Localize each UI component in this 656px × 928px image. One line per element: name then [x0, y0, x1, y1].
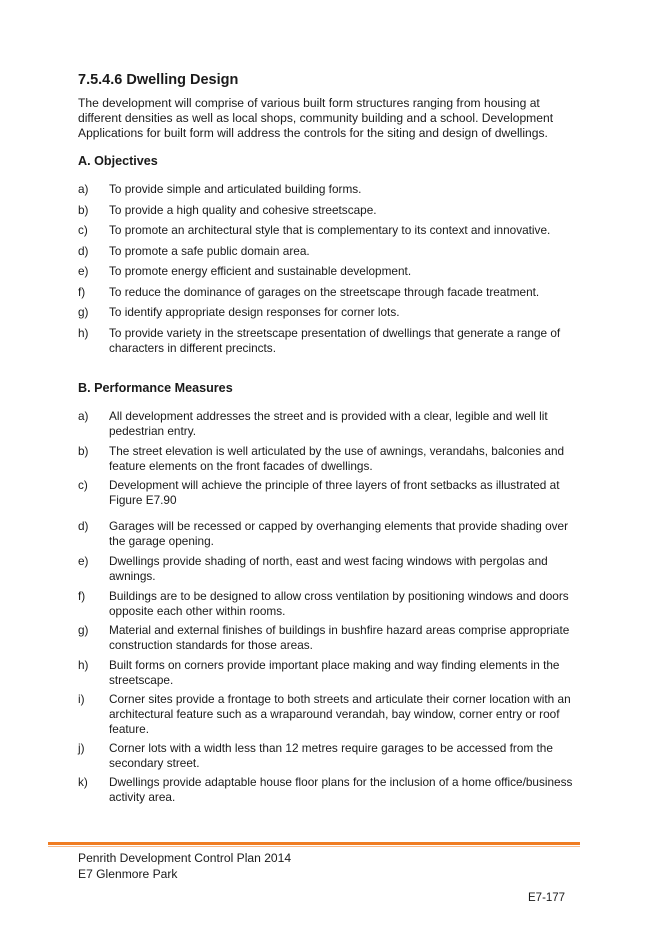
- item-label: c): [78, 223, 88, 237]
- performance-item: [78, 444, 578, 474]
- item-label: b): [78, 203, 89, 217]
- item-text: Garages will be recessed or capped by overhanging elements that provide shading over the garage opening.: [109, 519, 569, 548]
- item-label: h): [78, 658, 89, 672]
- item-label: b): [78, 444, 89, 458]
- page-number: E7-177: [528, 892, 566, 904]
- item-text: All development addresses the street and is provided with a clear, legible and well lit pedestrian entry.: [109, 409, 548, 438]
- item-label: g): [78, 623, 89, 637]
- item-label: d): [78, 519, 89, 533]
- item-text: To promote an architectural style that is complementary to its context and innovative.: [109, 223, 551, 237]
- performance-heading: B. Performance Measures: [78, 381, 233, 395]
- item-text: The street elevation is well articulated by the use of awnings, verandahs, balconies and feature elements on the front facades of dwellings.: [109, 444, 565, 473]
- item-label: c): [78, 478, 88, 492]
- objective-item: [78, 182, 578, 197]
- objective-item: [78, 203, 578, 218]
- performance-item: [78, 741, 578, 771]
- performance-item: [78, 589, 578, 619]
- footer-divider-shadow: [48, 846, 580, 847]
- objective-item: [78, 326, 578, 356]
- item-label: d): [78, 244, 89, 258]
- item-text: To promote energy efficient and sustainable development.: [109, 264, 412, 278]
- item-text: Corner sites provide a frontage to both streets and articulate their corner location with an architectural feature such as a wraparound verandah, bay window, corner entry or roof feature.: [109, 692, 571, 736]
- item-text: Buildings are to be designed to allow cross ventilation by positioning windows and doors opposite each other within rooms.: [109, 589, 569, 618]
- item-label: h): [78, 326, 89, 340]
- item-text: Dwellings provide adaptable house floor plans for the inclusion of a home office/business activity area.: [109, 775, 573, 804]
- performance-item: [78, 658, 578, 688]
- item-label: f): [78, 285, 86, 299]
- item-label: f): [78, 589, 86, 603]
- performance-item: [78, 775, 578, 805]
- performance-item: [78, 409, 578, 439]
- item-text: To identify appropriate design responses for corner lots.: [109, 305, 400, 319]
- intro-paragraph: The development will comprise of various built form structures ranging from housing at different densities as well as local shops, community building and a school. Development Applications for built form will address the controls for the siting and design of dwellings.: [78, 96, 554, 140]
- item-label: j): [78, 741, 85, 755]
- item-text: To provide a high quality and cohesive streetscape.: [109, 203, 377, 217]
- performance-item: [78, 478, 578, 508]
- objective-item: [78, 244, 578, 259]
- objectives-heading: A. Objectives: [78, 154, 158, 168]
- item-text: Built forms on corners provide important place making and way finding elements in the streetscape.: [109, 658, 560, 687]
- item-label: e): [78, 264, 89, 278]
- performance-item: [78, 692, 578, 737]
- item-label: g): [78, 305, 89, 319]
- item-label: e): [78, 554, 89, 568]
- item-label: i): [78, 692, 85, 706]
- item-text: Corner lots with a width less than 12 metres require garages to be accessed from the secondary street.: [109, 741, 553, 770]
- objective-item: [78, 285, 578, 300]
- performance-item: [78, 623, 578, 653]
- objective-item: [78, 223, 578, 238]
- footer-document-title: Penrith Development Control Plan 2014: [78, 851, 292, 865]
- item-text: To reduce the dominance of garages on the streetscape through facade treatment.: [109, 285, 540, 299]
- item-text: To provide variety in the streetscape presentation of dwellings that generate a range of characters in different precincts.: [109, 326, 561, 355]
- item-label: k): [78, 775, 88, 789]
- item-text: To provide simple and articulated building forms.: [109, 182, 362, 196]
- item-text: Dwellings provide shading of north, east and west facing windows with pergolas and awnings.: [109, 554, 548, 583]
- objective-item: [78, 264, 578, 279]
- item-label: a): [78, 182, 89, 196]
- footer-section-name: E7 Glenmore Park: [78, 867, 178, 881]
- section-heading: 7.5.4.6 Dwelling Design: [78, 72, 239, 88]
- performance-item: [78, 554, 578, 584]
- item-text: Material and external finishes of buildings in bushfire hazard areas comprise appropriate construction standards for those areas.: [109, 623, 570, 652]
- footer-divider: [48, 842, 580, 845]
- item-text: Development will achieve the principle of three layers of front setbacks as illustrated at Figure E7.90: [109, 478, 560, 507]
- objective-item: [78, 305, 578, 320]
- item-label: a): [78, 409, 89, 423]
- item-text: To promote a safe public domain area.: [109, 244, 310, 258]
- performance-item: [78, 519, 578, 549]
